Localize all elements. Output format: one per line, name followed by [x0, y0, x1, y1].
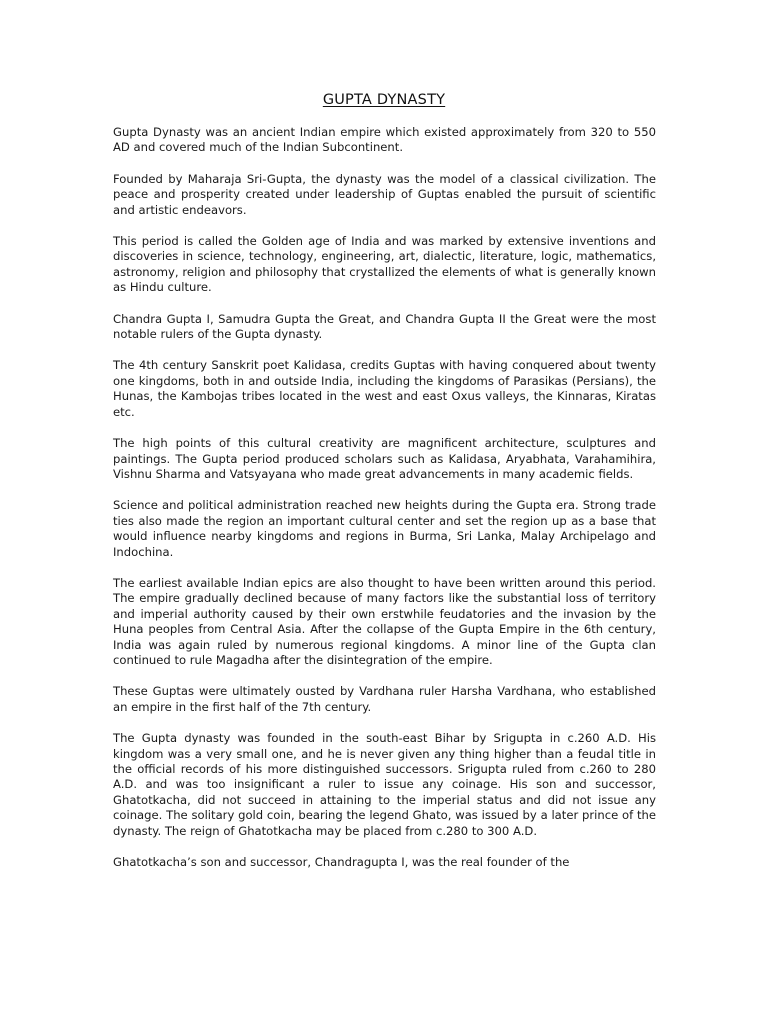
paragraph: These Guptas were ultimately ousted by Vardhana ruler Harsha Vardhana, who established an empire in the first half of the 7th century.	[113, 684, 656, 714]
document-title: GUPTA DYNASTY	[322, 92, 446, 108]
paragraph: Ghatotkacha’s son and successor, Chandragupta I, was the real founder of the	[113, 855, 570, 870]
document-body	[113, 125, 656, 886]
paragraph: This period is called the Golden age of India and was marked by extensive inventions and discoveries in science, technology, engineering, art, dialectic, literature, logic, mathematics, astronomy, religion and philosophy that crystallized the elements of what is generally known as Hindu culture.	[113, 234, 656, 295]
paragraph: Chandra Gupta I, Samudra Gupta the Great, and Chandra Gupta II the Great were the most notable rulers of the Gupta dynasty.	[113, 311, 656, 342]
paragraph: The Gupta dynasty was founded in the south-east Bihar by Srigupta in c.260 A.D. His kingdom was a very small one, and he is never given any thing higher than a feudal title in the official records of his more distinguished successors. Srigupta ruled from c.260 to 280 A.D. and was too insignificant a ruler to issue any coinage. His son and successor, Ghatotkacha, did not succeed in attaining to the imperial status and did not issue any coinage. The solitary gold coin, bearing the legend Ghato, was issued by a later prince of the dynasty. The reign of Ghatotkacha may be placed from c.280 to 300 A.D.	[113, 731, 656, 838]
paragraph: The high points of this cultural creativity are magnificent architecture, sculptures and paintings. The Gupta period produced scholars such as Kalidasa, Aryabhata, Varahamihira, Vishnu Sharma and Vatsyayana who made great advancements in many academic fields.	[113, 436, 656, 481]
paragraph: Founded by Maharaja Sri-Gupta, the dynasty was the model of a classical civilization. The peace and prosperity created under leadership of Guptas enabled the pursuit of scientific and artistic endeavors.	[113, 171, 656, 217]
paragraph: Science and political administration reached new heights during the Gupta era. Strong trade ties also made the region an important cultural center and set the region up as a base that would influence nearby kingdoms and regions in Burma, Sri Lanka, Malay Archipelago and Indochina.	[113, 498, 656, 559]
paragraph: Gupta Dynasty was an ancient Indian empire which existed approximately from 320 to 550 AD and covered much of the Indian Subcontinent.	[113, 125, 656, 155]
paragraph: The earliest available Indian epics are also thought to have been written around this period. The empire gradually declined because of many factors like the substantial loss of territory and imperial authority caused by their own erstwhile feudatories and the invasion by the Huna peoples from Central Asia. After the collapse of the Gupta Empire in the 6th century, India was again ruled by numerous regional kingdoms. A minor line of the Gupta clan continued to rule Magadha after the disintegration of the empire.	[113, 575, 656, 667]
paragraph: The 4th century Sanskrit poet Kalidasa, credits Guptas with having conquered about twenty one kingdoms, both in and outside India, including the kingdoms of Parasikas (Persians), the Hunas, the Kambojas tribes located in the west and east Oxus valleys, the Kinnaras, Kiratas etc.	[113, 358, 656, 419]
